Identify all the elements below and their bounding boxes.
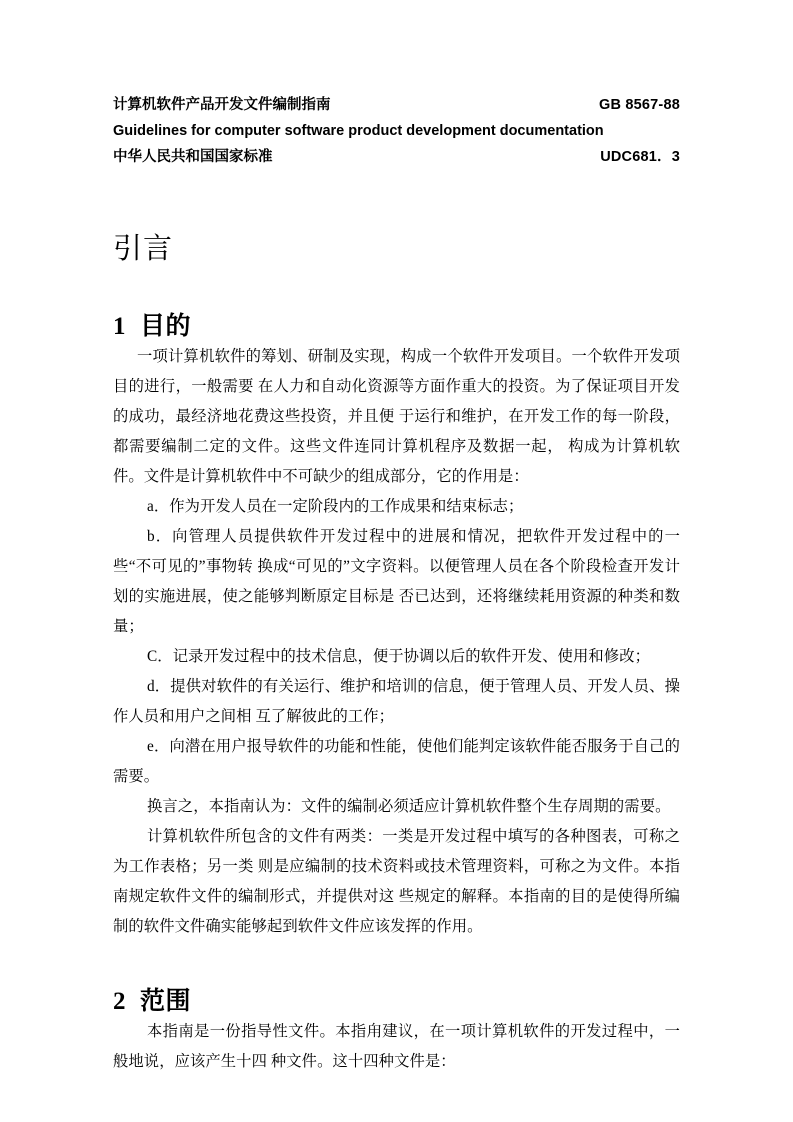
page-title: 引言: [113, 233, 174, 265]
header-standard-number: GB 8567-88: [599, 97, 680, 113]
section-number-1: 1: [113, 312, 126, 340]
paragraph: b．向管理人员提供软件开发过程中的进展和情况，把软件开发过程中的一些“不可见的”事物转 换成“可见的”文字资料。以便管理人员在各个阶段检查开发计划的实施进展，使之能够判断原定目标是 否已达到，还将继续耗用资源的种类和数量；: [113, 528, 680, 636]
section-heading-2: [113, 986, 680, 1017]
section-name-2: 范围: [140, 988, 192, 1016]
header-chinese-title: 计算机软件产品开发文件编制指南: [113, 97, 331, 113]
paragraph: e．向潜在用户报导软件的功能和性能，使他们能判定该软件能否服务于自己的需要。: [113, 738, 680, 786]
header-national-standard: 中华人民共和国国家标准: [113, 149, 273, 165]
paragraph: a．作为开发人员在一定阶段内的工作成果和结束标志；: [147, 498, 524, 516]
paragraph: d．提供对软件的有关运行、维护和培训的信息，便于管理人员、开发人员、操作人员和用户之间相 互了解彼此的工作；: [113, 678, 680, 726]
paragraph: C．记录开发过程中的技术信息，便于协调以后的软件开发、使用和修改；: [147, 648, 651, 666]
paragraph: 本指南是一份指导性文件。本指甪建议，在一项计算机软件的开发过程中，一般地说，应该产生十四 种文件。这十四种文件是：: [113, 1023, 680, 1071]
paragraph: 换言之，本指南认为：文件的编制必须适应计算机软件整个生存周期的需要。: [147, 798, 671, 816]
header-english-title: Guidelines for computer software product development documentation: [113, 123, 604, 139]
document-header-line-1: [113, 92, 680, 118]
header-udc-number: UDC681．3: [600, 149, 680, 165]
section-heading-1: [113, 311, 680, 342]
section-name-1: 目的: [140, 312, 192, 340]
paragraph: 计算机软件所包含的文件有两类：一类是开发过程中填写的各种图表，可称之为工作表格；另一类 则是应编制的技术资料或技术管理资料，可称之为文件。本指南规定软件文件的编制形式，并提供对这 些规定的解释。本指南的目的是使得所编制的软件文件确实能够起到软件文件应该发挥的作用。: [113, 828, 680, 936]
page-content: [113, 92, 680, 1077]
document-header-line-3: [113, 144, 680, 170]
section-number-2: 2: [113, 988, 126, 1016]
paragraph: 一项计算机软件的筹划、研制及实现，构成一个软件开发项目。一个软件开发项目的进行，一般需要 在人力和自动化资源等方面作重大的投资。为了保证项目开发的成功，最经济地花费这些投资，并且便 于运行和维护，在开发工作的每一阶段，都需要编制二定的文件。这些文件连同计算机程序及数据一起， 构成为计算机软件。文件是计算机软件中不可缺少的组成部分，它的作用是：: [113, 348, 680, 486]
